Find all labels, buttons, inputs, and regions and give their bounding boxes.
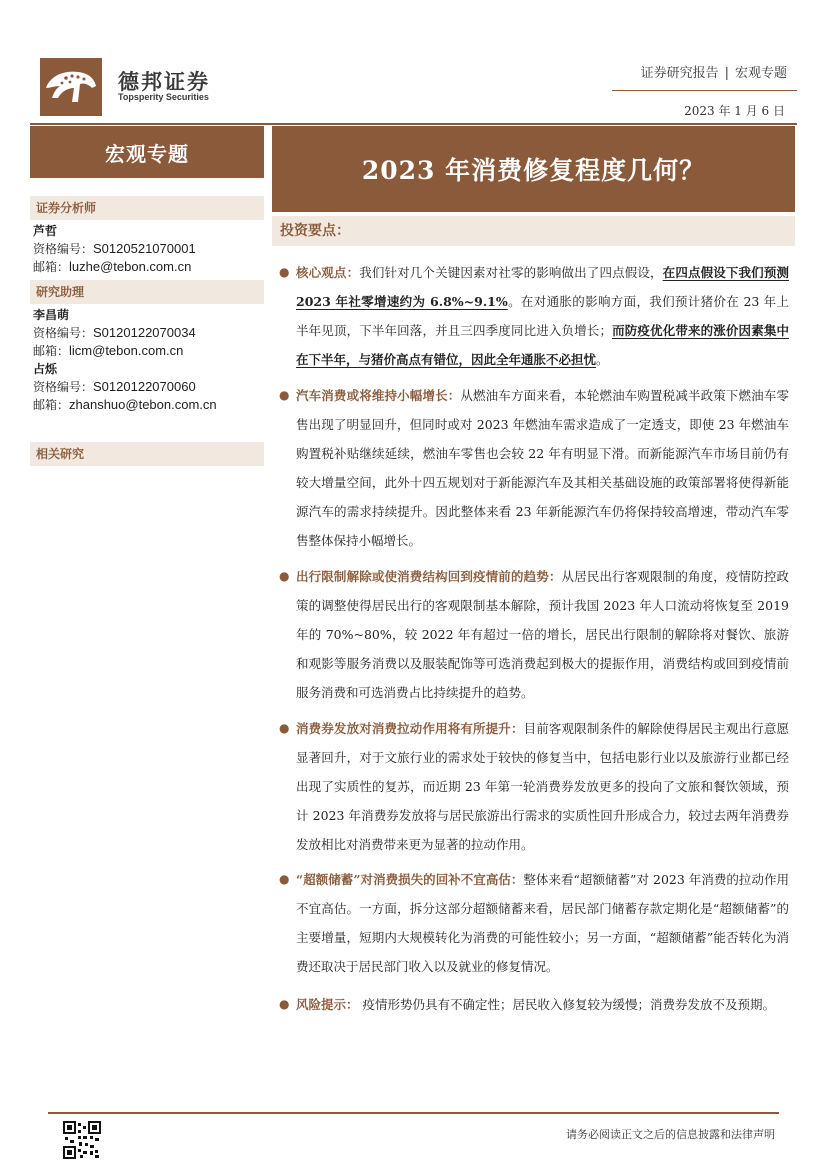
analyst-block: [33, 222, 196, 276]
assistant-cert: S0120122070060: [93, 379, 196, 394]
key-point-item: [279, 258, 789, 374]
key-point-highlight: 在四点假设下我们预测 2023 年社零增速约为 6.8%~9.1%: [296, 265, 789, 309]
brand-name-en: Topsperity Securities: [118, 92, 209, 102]
key-point-lead: 核心观点：: [296, 265, 360, 280]
bullet-icon: ●: [279, 872, 290, 886]
report-category: 宏观专题: [734, 66, 787, 81]
key-point-text: 从燃油车方面来看，本轮燃油车购置税减半政策下燃油车零售出现了明显回升，但同时或对 2023 年燃油车需求造成了一定透支，即使 23 年燃油车购置税补贴继续延续，燃油车零售也会较 22 年有明显下滑。而新能源汽车市场目前仍有较大增量空间，此外十四五规划对于新能源汽车及其相关基础设施的政策部署将使得新能源汽车的需求持续提升。因此整体来看 23 年新能源汽车仍将保持较高增速，带动汽车零售整体保持小幅增长。: [296, 388, 789, 548]
key-point-text: 整体来看“超额储蓄”对 2023 年消费的拉动作用不宜高估。一方面，拆分这部分超额储蓄来看，居民部门储蓄存款定期化是“超额储蓄”的主要增量，短期内大规模转化为消费的可能性较小；另一方面，“超额储蓄”能否转化为消费还取决于居民部门收入以及就业的修复情况。: [296, 872, 789, 974]
bullet-icon: ●: [279, 721, 290, 735]
analyst-cert: S0120521070001: [93, 241, 196, 256]
assistant-email[interactable]: licm@tebon.com.cn: [69, 343, 184, 358]
assistant-name: 李昌萌: [33, 308, 70, 322]
assistant-block: [33, 306, 217, 414]
analyst-cert-line: 资格编号：S0120521070001: [33, 241, 196, 256]
brand-name-cn: 德邦证券: [118, 69, 210, 94]
bullet-icon: ●: [279, 569, 290, 583]
assistant-email-line: 邮箱：licm@tebon.com.cn: [33, 343, 184, 358]
key-point-text: 从居民出行客观限制的角度，疫情防控政策的调整使得居民出行的客观限制基本解除，预计我国 2023 年人口流动将恢复至 2019 年的 70%~80%，较 2022 年有超过一倍的增长，居民出行限制的解除将对餐饮、旅游和观影等服务消费以及服装配饰等可选消费起到极大的提振作用，消费结构或回到疫情前服务消费和可选消费占比持续提升的趋势。: [296, 569, 789, 700]
key-point-lead: 汽车消费或将维持小幅增长：: [296, 388, 461, 403]
key-point-item: [279, 990, 789, 1019]
bullet-icon: ●: [279, 997, 290, 1011]
key-point-lead: 消费券发放对消费拉动作用将有所提升：: [296, 721, 524, 736]
report-title: 2023 年消费修复程度几何？: [272, 126, 795, 212]
bullet-icon: ●: [279, 265, 290, 279]
brand-logo-mark: [40, 58, 102, 116]
key-point-item: [279, 562, 789, 707]
key-point-text: 我们针对几个关键因素对社零的影响做出了四点假设，: [359, 265, 663, 280]
key-point-lead: “超额储蓄”对消费损失的回补不宜高估：: [296, 872, 524, 887]
key-point-text: 。: [596, 352, 609, 367]
related-research-header: 相关研究: [30, 442, 264, 466]
key-point-lead: 风险提示：: [296, 997, 359, 1012]
key-point-text: 疫情形势仍具有不确定性；居民收入修复较为缓慢；消费券发放不及预期。: [358, 997, 775, 1012]
key-point-item: [279, 865, 789, 981]
report-date: 2023 年 1 月 6 日: [684, 104, 785, 118]
header-divider: [612, 90, 797, 91]
analyst-name: 芦哲: [33, 224, 58, 238]
bullet-icon: ●: [279, 388, 290, 402]
assistant-section-header: 研究助理: [30, 280, 264, 304]
key-points-header: 投资要点：: [272, 216, 795, 246]
key-point-text: 目前客观限制条件的解除使得居民主观出行意愿显著回升，对于文旅行业的需求处于较快的修复当中，包括电影行业以及旅游行业都已经出现了实质性的复苏，而近期 23 年第一轮消费券发放更多的投向了文旅和餐饮领域，预计 2023 年消费券发放将与居民旅游出行需求的实质性回升形成合力，较过去两年消费券发放相比对消费带来更为显著的拉动作用。: [296, 721, 789, 852]
sidebar-banner: 宏观专题: [30, 126, 264, 178]
qr-code-icon: [63, 1121, 101, 1159]
assistant-cert: S0120122070034: [93, 325, 196, 340]
footer-rule: [48, 1112, 779, 1114]
report-type: 证券研究报告: [640, 66, 719, 81]
analyst-email[interactable]: luzhe@tebon.com.cn: [69, 259, 192, 274]
assistant-email[interactable]: zhanshuo@tebon.com.cn: [69, 397, 217, 412]
analyst-email-line: 邮箱：luzhe@tebon.com.cn: [33, 259, 192, 274]
key-point-text: 。在对通胀的影响方面，我们预计猪价在 23 年上半年见顶，下半年回落，并且三四季度同比进入负增长；: [296, 294, 789, 338]
key-point-lead: 出行限制解除或使消费结构回到疫情前的趋势：: [296, 569, 562, 584]
assistant-cert-line: 资格编号：S0120122070034: [33, 325, 196, 340]
key-point-highlight: 而防疫优化带来的涨价因素集中在下半年，与猪价高点有错位，因此全年通胀不必担忧: [296, 323, 789, 367]
assistant-cert-line: 资格编号：S0120122070060: [33, 379, 196, 394]
leopard-logo-icon: [40, 58, 102, 116]
assistant-name: 占烁: [33, 362, 58, 376]
report-type-line: [641, 62, 787, 81]
top-rule: [30, 123, 797, 125]
analyst-section-header: 证券分析师: [30, 196, 264, 220]
key-point-item: [279, 714, 789, 859]
key-point-item: [279, 381, 789, 555]
legal-disclaimer: 请务必阅读正文之后的信息披露和法律声明: [566, 1128, 775, 1141]
header-separator: |: [724, 66, 729, 81]
assistant-email-line: 邮箱：zhanshuo@tebon.com.cn: [33, 397, 217, 412]
